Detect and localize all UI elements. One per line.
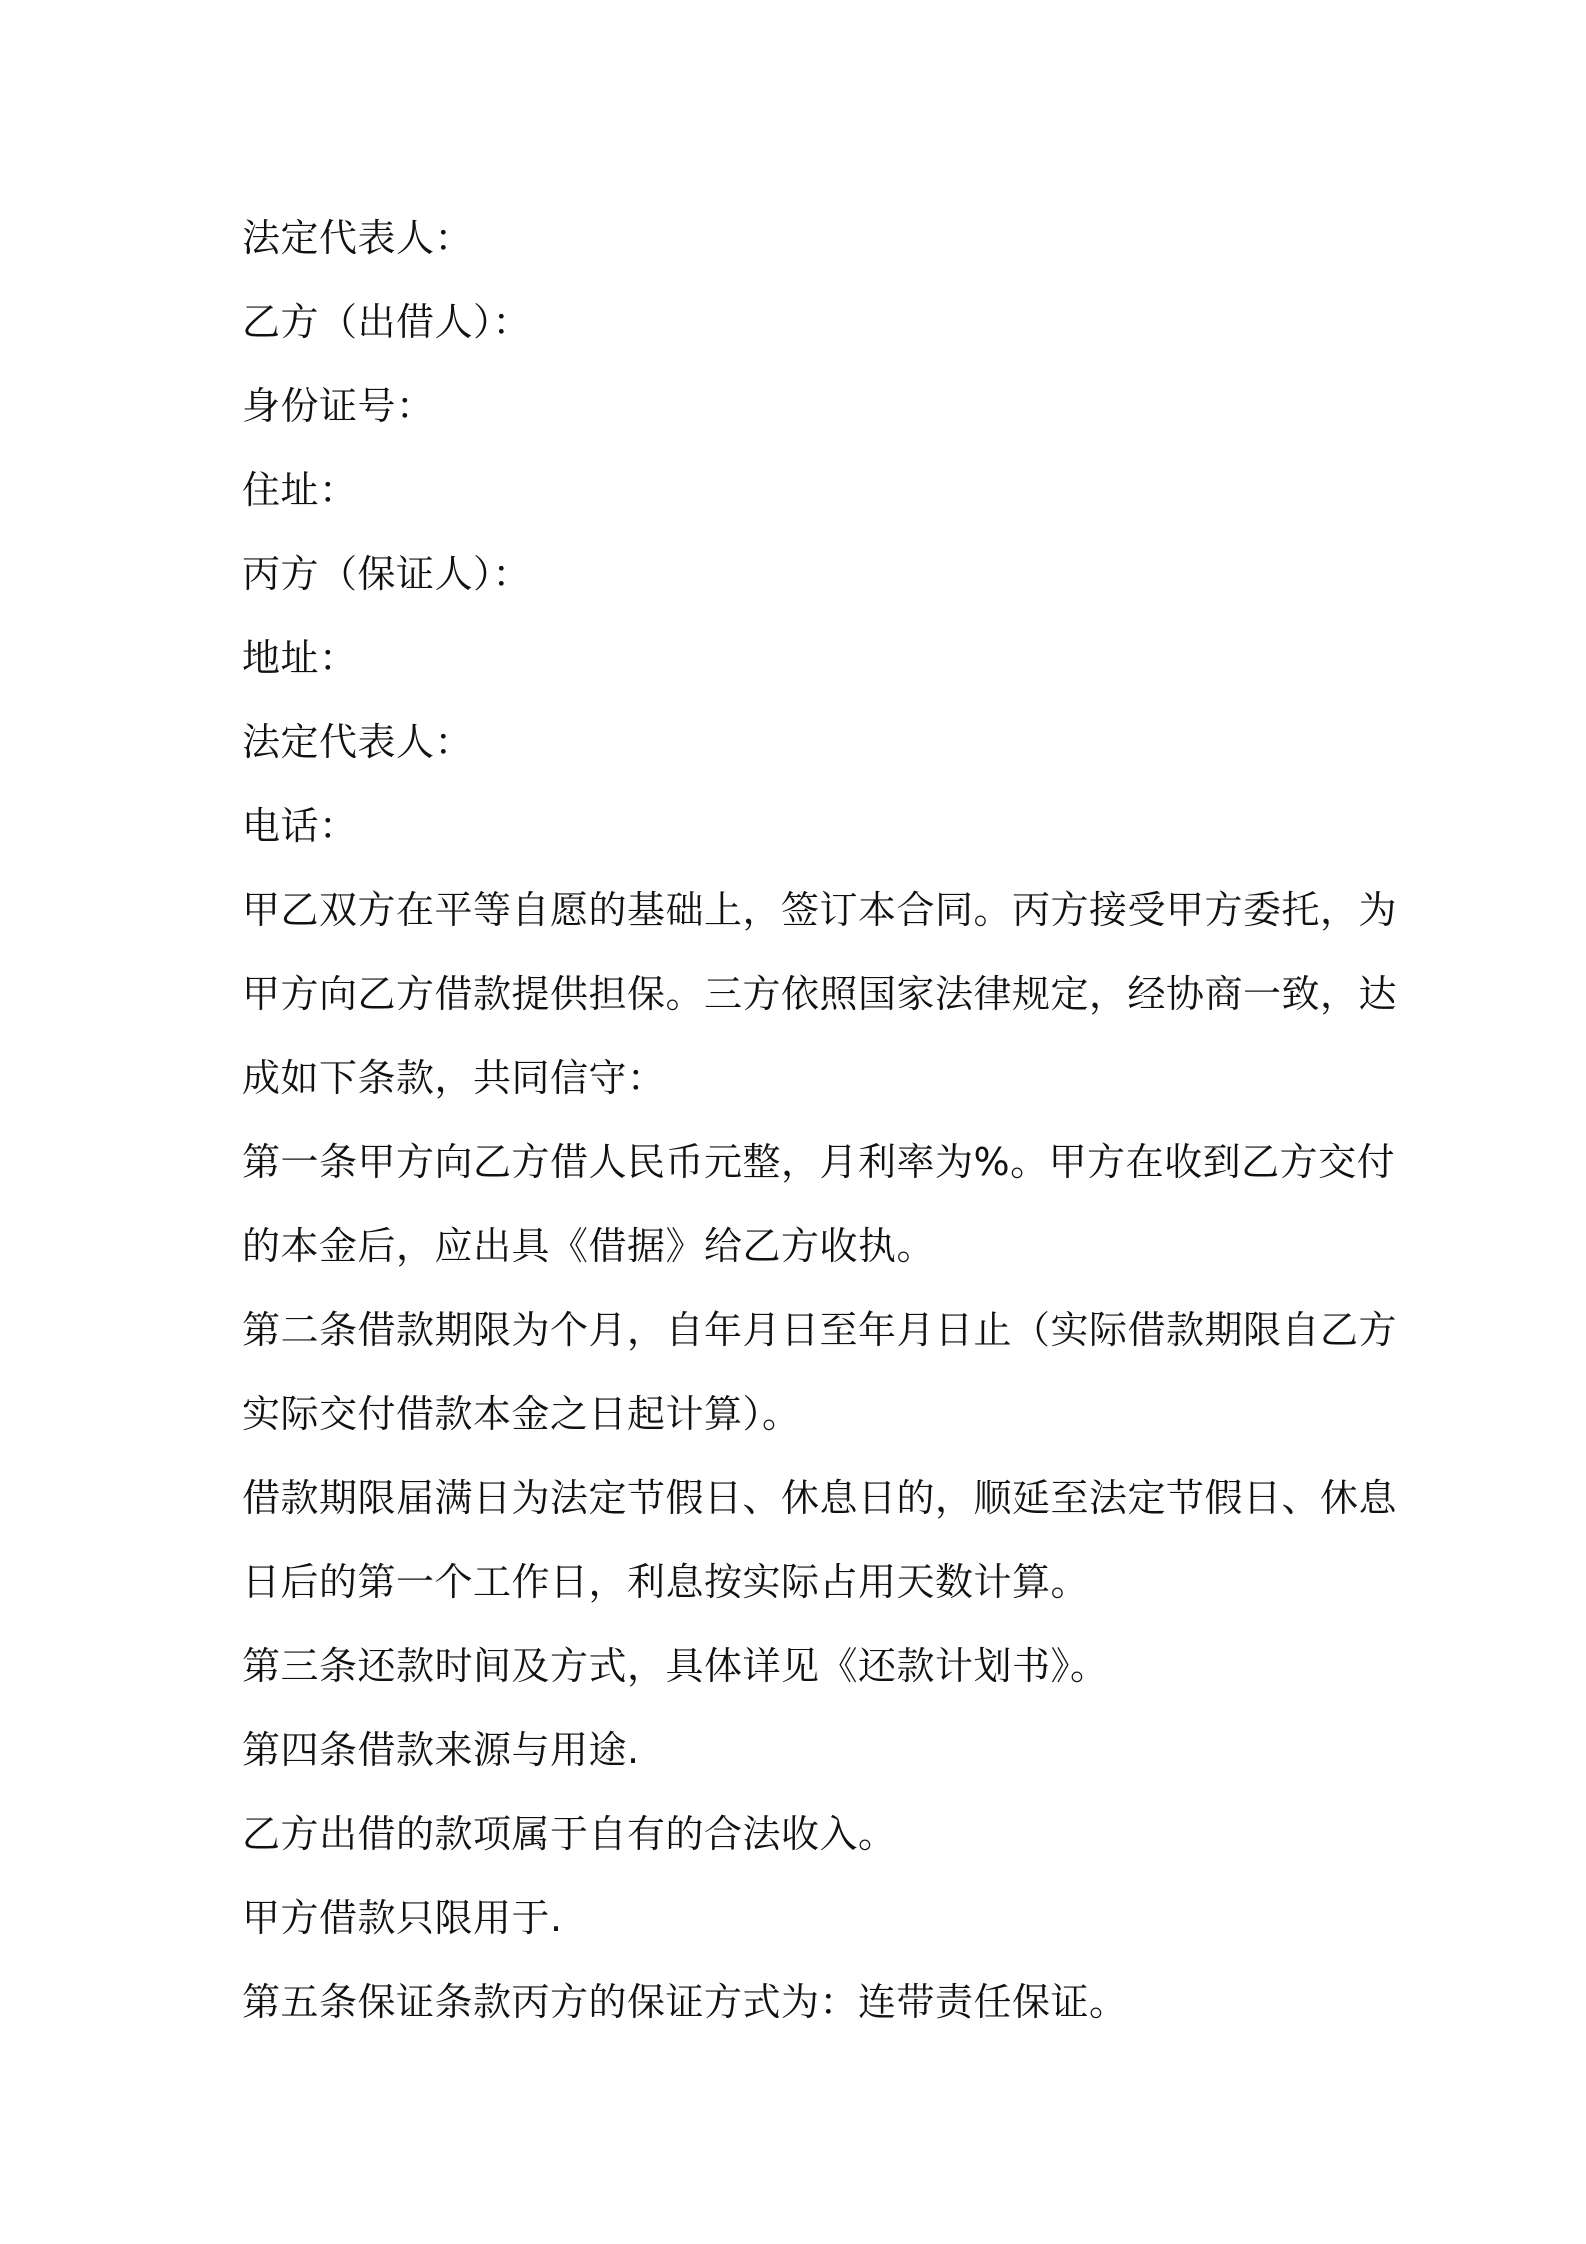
article-4-source: 乙方出借的款项属于自有的合法收入。 — [242, 1812, 897, 1856]
article-1-line-2: 的本金后，应出具《借据》给乙方收执。 — [242, 1224, 936, 1268]
preamble-line-3: 成如下条款，共同信守： — [242, 1056, 666, 1100]
article-2-holiday-line-2: 日后的第一个工作日，利息按实际占用天数计算。 — [242, 1560, 1090, 1604]
party-b-lender-heading: 乙方（出借人）： — [242, 300, 532, 344]
article-2-line-1: 第二条借款期限为个月，自年月日至年月日止（实际借款期限自乙方 — [242, 1308, 1398, 1352]
article-2-holiday-line-1: 借款期限届满日为法定节假日、休息日的，顺延至法定节假日、休息 — [242, 1476, 1398, 1520]
contract-body — [242, 196, 1398, 2044]
field-address: 地址： — [242, 636, 358, 680]
field-legal-representative-c: 法定代表人： — [242, 720, 474, 764]
field-id-number: 身份证号： — [242, 384, 435, 428]
article-3: 第三条还款时间及方式，具体详见《还款计划书》。 — [242, 1644, 1109, 1688]
article-5: 第五条保证条款丙方的保证方式为：连带责任保证。 — [242, 1980, 1128, 2024]
party-c-guarantor-heading: 丙方（保证人）： — [242, 552, 532, 596]
article-2-line-2: 实际交付借款本金之日起计算）。 — [242, 1392, 801, 1436]
preamble-line-2: 甲方向乙方借款提供担保。三方依照国家法律规定，经协商一致，达 — [242, 972, 1398, 1016]
field-phone: 电话： — [242, 804, 358, 848]
article-1-line-1: 第一条甲方向乙方借人民币元整，月利率为%。甲方在收到乙方交付 — [242, 1140, 1396, 1184]
article-4-heading: 第四条借款来源与用途. — [242, 1728, 640, 1772]
preamble-line-1: 甲乙双方在平等自愿的基础上，签订本合同。丙方接受甲方委托，为 — [242, 888, 1398, 932]
field-residence: 住址： — [242, 468, 358, 512]
article-4-purpose: 甲方借款只限用于. — [242, 1896, 563, 1940]
field-legal-representative-a: 法定代表人： — [242, 216, 474, 260]
